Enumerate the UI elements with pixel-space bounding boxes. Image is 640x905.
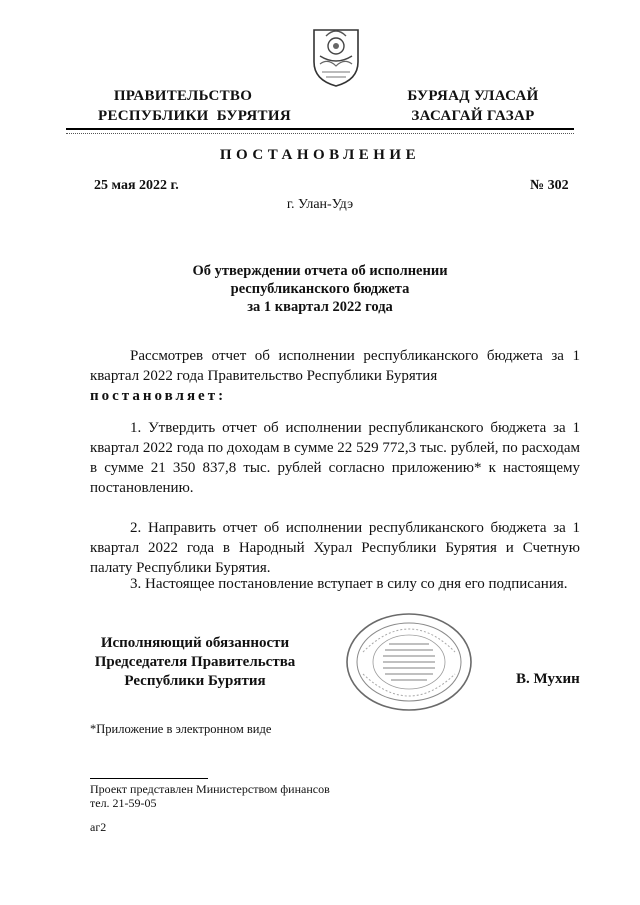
subject-line1: Об утверждении отчета об исполнении: [192, 263, 448, 279]
footer-code: аг2: [90, 820, 107, 834]
item-paragraph-3: [90, 574, 580, 594]
subject-line3: за 1 квартал 2022 года: [247, 299, 393, 315]
item-paragraph-1: [90, 418, 580, 498]
signatory-line2: Председателя Правительства: [94, 654, 296, 670]
footer-phone: тел. 21-59-05: [90, 796, 157, 810]
item-text-1: 1. Утвердить отчет об исполнении республиканского бюджета за 1 квартал 2022 года по доходам в сумме 22 529 772,3 тыс. рублей, по расходам в сумме 21 350 837,8 тыс. рублей согласно приложению* к настоящему постановлению.: [90, 420, 580, 496]
signatory-line3: Республики Бурятия: [124, 673, 266, 689]
footer-divider: [90, 778, 208, 779]
item-text-3: 3. Настоящее постановление вступает в силу со дня его подписания.: [130, 576, 568, 592]
document-title: ПОСТАНОВЛЕНИЕ: [219, 147, 421, 163]
government-name-line2: РЕСПУБЛИКИ БУРЯТИЯ: [98, 108, 291, 124]
subject-line2: республиканского бюджета: [230, 281, 410, 297]
round-seal-stamp-icon: [345, 612, 473, 712]
item-paragraph-2: [90, 518, 580, 578]
signatory-line1: Исполняющий обязанности: [100, 635, 290, 651]
document-date: 25 мая 2022 г.: [94, 178, 179, 193]
item-text-2: 2. Направить отчет об исполнении республиканского бюджета за 1 квартал 2022 года в Народный Хурал Республики Бурятия и Счетную палату Республики Бурятия.: [90, 520, 580, 576]
decree-word: постановляет:: [90, 388, 227, 404]
government-name-buryat-line1: БУРЯАД УЛАСАЙ: [407, 88, 539, 104]
preamble-text: Рассмотрев отчет об исполнении республиканского бюджета за 1 квартал 2022 года Правительство Республики Бурятия: [90, 348, 580, 384]
header-dotted-divider: [66, 133, 574, 134]
government-name-line1: ПРАВИТЕЛЬСТВО: [113, 88, 253, 104]
signatory-title: [90, 634, 300, 691]
document-city: г. Улан-Удэ: [286, 197, 354, 212]
government-name-buryat: [398, 86, 548, 126]
document-subject: [0, 262, 640, 316]
footer-prepared-by: Проект представлен Министерством финансов: [90, 782, 330, 796]
government-name-russian: [98, 86, 291, 126]
government-name-buryat-line2: ЗАСАГАЙ ГАЗАР: [411, 108, 535, 124]
signatory-name: В. Мухин: [516, 671, 580, 687]
preamble-paragraph: [90, 346, 580, 406]
header-divider: [66, 128, 574, 130]
coat-of-arms-icon: [310, 22, 362, 88]
appendix-note: *Приложение в электронном виде: [90, 722, 272, 736]
document-number: № 302: [530, 178, 569, 193]
